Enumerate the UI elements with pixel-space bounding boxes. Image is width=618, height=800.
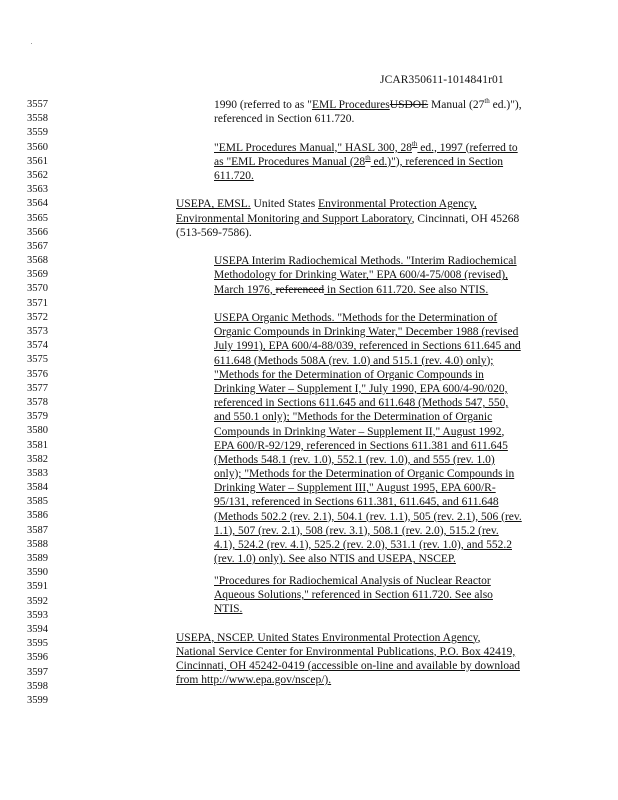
text-line: July 1991), EPA 600/4-88/039, referenced in Sections 611.645 and xyxy=(214,340,521,353)
text-line: (rev. 1.0) only). See also NTIS and USEPA, NSCEP. xyxy=(214,553,456,566)
paragraph-usepa-emsl: USEPA, EMSL. United States Environmental Protection Agency, Environmental Monitoring and Support Laboratory, Cincinnati, OH 45268 (513-569-7586). xyxy=(176,198,520,239)
paragraph-usepa-nscep: USEPA, NSCEP. United States Environmental Protection Agency, National Service Center for Environmental Publications, P.O. Box 42419, Cincinnati, OH 45242-0419 (accessible on-line and available by download from http://www.epa.gov/nscep/). xyxy=(176,631,520,687)
line-number: 3571 xyxy=(27,297,48,309)
text-line: USEPA Organic Methods. "Methods for the Determination of xyxy=(214,312,498,324)
line-number: 3593 xyxy=(27,609,48,621)
line-number: 3594 xyxy=(27,623,48,635)
text-line: (Methods 502.2 (rev. 2.1), 504.1 (rev. 1.1), 505 (rev. 2.1), 506 (rev. xyxy=(214,510,522,523)
scan-speck xyxy=(31,43,32,44)
text-line: 1.1), 507 (rev. 2.1), 508 (rev. 3.1), 508.1 (rev. 2.0), 515.2 (rev. xyxy=(214,524,499,537)
line-number: 3576 xyxy=(27,368,48,380)
line-number: 3570 xyxy=(27,283,48,295)
line-number: 3567 xyxy=(27,240,48,252)
line-number: 3559 xyxy=(27,127,48,139)
line-number: 3564 xyxy=(27,198,48,210)
line-number: 3569 xyxy=(27,269,48,281)
text-line: and 550.1 only); "Methods for the Determination of Organic xyxy=(214,411,493,424)
line-number: 3587 xyxy=(27,524,48,536)
line-number: 3577 xyxy=(27,382,48,394)
line-number: 3582 xyxy=(27,453,48,465)
line-number: 3596 xyxy=(27,652,48,664)
line-number: 3590 xyxy=(27,567,48,579)
text-line: Drinking Water – Supplement I," July 1990, EPA 600/4-90/020, xyxy=(214,382,508,395)
text-line: only); "Methods for the Determination of Organic Compounds in xyxy=(214,468,515,481)
line-number: 3586 xyxy=(27,510,48,522)
line-number: 3598 xyxy=(27,680,48,692)
text-line: (Methods 548.1 (rev. 1.0), 552.1 (rev. 1.0), and 555 (rev. 1.0) xyxy=(214,453,495,466)
line-number: 3558 xyxy=(27,113,48,125)
document-id-header: JCAR350611-1014841r01 xyxy=(380,74,504,86)
line-number: 3572 xyxy=(27,311,48,323)
line-number: 3580 xyxy=(27,425,48,437)
line-number: 3563 xyxy=(27,184,48,196)
line-number: 3579 xyxy=(27,411,48,423)
line-number: 3591 xyxy=(27,581,48,593)
text-line: 4.1), 524.2 (rev. 4.1), 525.2 (rev. 2.0), 531.1 (rev. 1.0), and 552.2 xyxy=(214,539,512,551)
line-number: 3566 xyxy=(27,226,48,238)
text-line: 611.648 (Methods 508A (rev. 1.0) and 515.1 (rev. 4.0) only); xyxy=(214,354,494,367)
line-number: 3588 xyxy=(27,538,48,550)
paragraph-organic-methods xyxy=(214,311,522,566)
line-number: 3575 xyxy=(27,354,48,366)
line-number: 3573 xyxy=(27,326,48,337)
line-number: 3574 xyxy=(27,340,48,352)
text-line: Drinking Water – Supplement III," August 1995, EPA 600/R- xyxy=(214,482,496,495)
paragraph-radiochemical-analysis: "Procedures for Radiochemical Analysis of Nuclear Reactor Aqueous Solutions," referenced in Section 611.720. See also NTIS. xyxy=(214,574,493,616)
paragraph-interim-radiochemical: USEPA Interim Radiochemical Methods. "Interim Radiochemical Methodology for Drinking Water," EPA 600/4-75/008 (revised), March 1976, referenced in Section 611.720. See also NTIS. xyxy=(214,255,517,296)
text-line: "Methods for the Determination of Organic Compounds in xyxy=(214,368,484,381)
paragraph-eml-1990: 1990 (referred to as "EML ProceduresUSDOE Manual (27th ed.)"), referenced in Section 611.720. xyxy=(214,97,522,126)
line-number: 3583 xyxy=(27,467,48,479)
text-line: EPA 600/R-92/129, referenced in Sections 611.381 and 611.645 xyxy=(214,439,508,452)
line-number: 3578 xyxy=(27,396,48,408)
line-number: 3568 xyxy=(27,255,48,267)
line-number: 3599 xyxy=(27,694,48,706)
line-number: 3565 xyxy=(27,212,48,224)
line-number: 3560 xyxy=(27,141,48,153)
line-number: 3561 xyxy=(27,155,48,167)
line-number: 3585 xyxy=(27,496,48,508)
paragraph-eml-procedures-manual: "EML Procedures Manual," HASL 300, 28th ed., 1997 (referred to as "EML Procedures Manual (28th ed.)"), referenced in Section 611.720. xyxy=(214,139,518,182)
line-number: 3581 xyxy=(27,439,48,451)
line-number: 3562 xyxy=(27,169,48,181)
line-number: 3584 xyxy=(27,482,48,494)
line-number: 3595 xyxy=(27,638,48,650)
line-number: 3592 xyxy=(27,595,48,607)
text-line: referenced in Sections 611.645 and 611.648 (Methods 547, 550, xyxy=(214,397,509,410)
line-number: 3589 xyxy=(27,553,48,564)
line-number-column xyxy=(27,98,87,708)
line-number: 3557 xyxy=(27,99,48,110)
text-line: Organic Compounds in Drinking Water," December 1988 (revised xyxy=(214,326,519,339)
text-line: Compounds in Drinking Water – Supplement II," August 1992, xyxy=(214,425,505,438)
text-line: 95/131, referenced in Sections 611.381, 611.645, and 611.648 xyxy=(214,496,499,509)
line-number: 3597 xyxy=(27,666,48,678)
